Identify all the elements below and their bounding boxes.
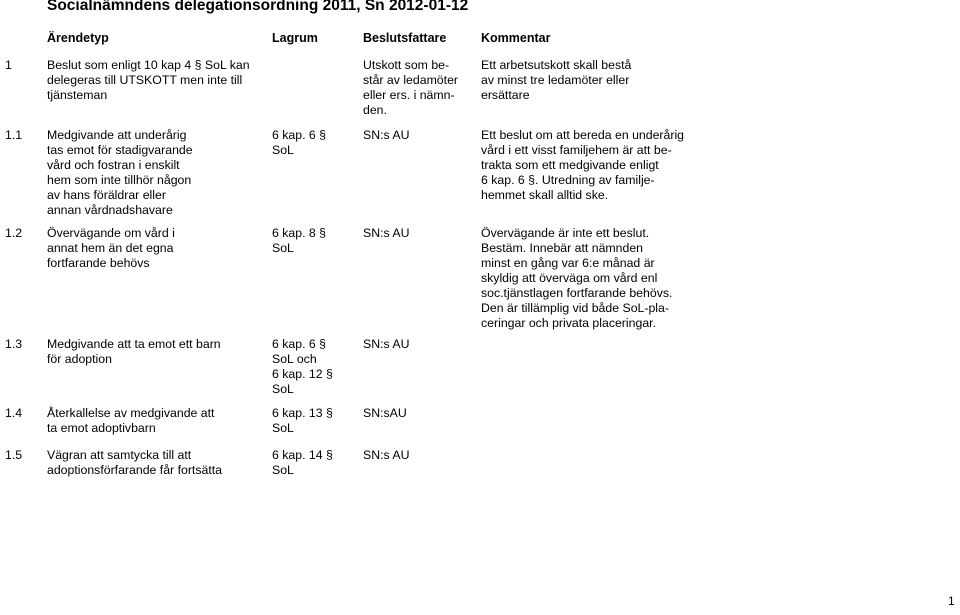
row-beslutsfattare: SN:s AU [363, 448, 410, 462]
row-beslutsfattare: SN:s AU [363, 337, 410, 351]
row-number: 1.2 [5, 226, 23, 240]
row-kommentar: Ett arbetsutskott skall bestå av minst tre ledamöter eller ersättare [481, 58, 632, 102]
row-arendetyp: Beslut som enligt 10 kap 4 § SoL kan delegeras till UTSKOTT men inte till tjänsteman [47, 58, 250, 102]
row-lagrum: 6 kap. 6 § SoL [272, 128, 327, 157]
row-kommentar: Ett beslut om att bereda en underårig vård i ett visst familjehem är att be- trakta som ett medgivande enligt 6 kap. 6 §. Utredning av familje- hemmet skall alltid ske. [481, 128, 685, 202]
row-arendetyp: Vägran att samtycka till att adoptionsförfarande får fortsätta [47, 448, 222, 477]
column-header-arendetyp: Ärendetyp [47, 31, 109, 45]
row-beslutsfattare: SN:s AU [363, 128, 410, 142]
row-lagrum: 6 kap. 6 § SoL och 6 kap. 12 § SoL [272, 337, 333, 396]
row-number: 1.4 [5, 406, 23, 420]
row-lagrum: 6 kap. 13 § SoL [272, 406, 333, 435]
row-arendetyp: Återkallelse av medgivande att ta emot adoptivbarn [47, 406, 215, 435]
column-header-kommentar: Kommentar [481, 31, 551, 45]
row-arendetyp: Övervägande om vård i annat hem än det egna fortfarande behövs [47, 226, 175, 270]
page-title: Socialnämndens delegationsordning 2011, Sn 2012-01-12 [47, 0, 469, 14]
page-number: 1 [948, 594, 955, 608]
row-beslutsfattare: SN:s AU [363, 226, 410, 240]
row-lagrum: 6 kap. 8 § SoL [272, 226, 327, 255]
row-number: 1.1 [5, 128, 23, 142]
row-number: 1.3 [5, 337, 23, 351]
row-number: 1 [5, 58, 12, 72]
row-beslutsfattare: Utskott som be- står av ledamöter eller ers. i nämn- den. [363, 58, 459, 117]
row-arendetyp: Medgivande att underårig tas emot för stadigvarande vård och fostran i enskilt hem som inte tillhör någon av hans föräldrar eller annan vårdnadshavare [47, 128, 193, 217]
row-lagrum: 6 kap. 14 § SoL [272, 448, 333, 477]
column-header-beslutsfattare: Beslutsfattare [363, 31, 447, 45]
row-number: 1.5 [5, 448, 23, 462]
row-kommentar: Övervägande är inte ett beslut. Bestäm. Innebär att nämnden minst en gång var 6:e månad är skyldig att överväga om vård enl soc.tjänstlagen fortfarande behövs. Den är tillämplig vid både SoL-pla- ceringar och privata placeringar. [481, 226, 673, 330]
row-arendetyp: Medgivande att ta emot ett barn för adoption [47, 337, 221, 366]
row-beslutsfattare: SN:sAU [363, 406, 407, 420]
column-header-lagrum: Lagrum [272, 31, 318, 45]
